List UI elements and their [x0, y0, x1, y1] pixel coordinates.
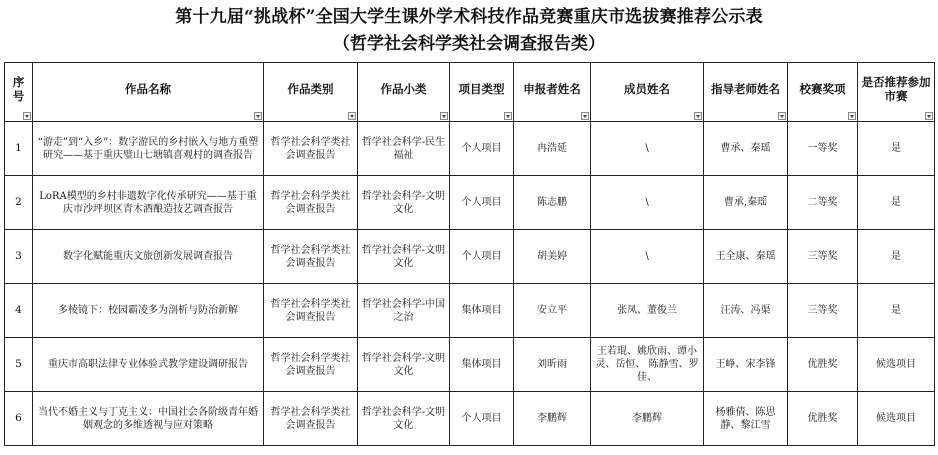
header-cell: [5, 63, 33, 122]
cell-members: \: [591, 122, 704, 176]
cell-recommended: 是: [858, 176, 935, 230]
cell-school-award: 三等奖: [788, 230, 858, 284]
table-row: [5, 392, 935, 446]
cell-work-name: 重庆市高职法律专业体验式教学建设调研报告: [33, 338, 264, 392]
filter-dropdown-icon[interactable]: [254, 112, 262, 120]
cell-index: 4: [5, 284, 33, 338]
cell-school-award: 二等奖: [788, 176, 858, 230]
header-label: 指导老师姓名: [711, 82, 780, 96]
header-row: [5, 63, 935, 122]
header-label: 作品类别: [287, 82, 334, 96]
header-label: 校赛奖项: [799, 82, 846, 96]
cell-advisors: 汪涛、冯渠: [704, 284, 788, 338]
cell-school-award: 优胜奖: [788, 338, 858, 392]
cell-applicant: 胡美婷: [514, 230, 591, 284]
cell-subcategory: 哲学社会科学-民生福祉: [358, 122, 450, 176]
header-cell: [450, 63, 514, 122]
header-cell: [33, 63, 264, 122]
cell-recommended: 是: [858, 284, 935, 338]
header-cell: [788, 63, 858, 122]
table-row: [5, 122, 935, 176]
cell-work-name: LoRA模型的乡村非遗数字化传承研究——基于重庆市沙坪坝区青木酒酿造技艺调查报告: [33, 176, 264, 230]
header-cell: [514, 63, 591, 122]
cell-recommended: 候选项目: [858, 338, 935, 392]
cell-members: \: [591, 230, 704, 284]
table-row: [5, 230, 935, 284]
cell-project-type: 集体项目: [450, 338, 514, 392]
header-cell: [264, 63, 358, 122]
filter-dropdown-icon[interactable]: [581, 112, 589, 120]
cell-subcategory: 哲学社会科学-文明文化: [358, 338, 450, 392]
cell-members: 王若琨、姚欣雨、谭小灵、岳恒、 陈静雪、罗佳、: [591, 338, 704, 392]
table-row: [5, 284, 935, 338]
cell-work-name: 当代不婚主义与丁克主义：中国社会各阶级青年婚姻观念的多维透视与应对策略: [33, 392, 264, 446]
filter-dropdown-icon[interactable]: [925, 112, 933, 120]
header-label: 作品名称: [125, 82, 171, 96]
cell-index: 3: [5, 230, 33, 284]
header-label: 序号: [12, 75, 25, 103]
cell-advisors: 曹承,秦瑶: [704, 176, 788, 230]
cell-project-type: 个人项目: [450, 176, 514, 230]
cell-subcategory: 哲学社会科学-中国之治: [358, 284, 450, 338]
header-cell: [704, 63, 788, 122]
cell-applicant: 刘昕雨: [514, 338, 591, 392]
cell-recommended: 是: [858, 230, 935, 284]
cell-members: 李鹏辉: [591, 392, 704, 446]
recommendation-table: [4, 62, 935, 446]
header-cell: [858, 63, 935, 122]
cell-category: 哲学社会科学类社会调查报告: [264, 176, 358, 230]
cell-index: 2: [5, 176, 33, 230]
filter-dropdown-icon[interactable]: [440, 112, 448, 120]
cell-project-type: 个人项目: [450, 230, 514, 284]
cell-project-type: 个人项目: [450, 392, 514, 446]
cell-work-name: “游走”到“入乡”：数字游民的乡村嵌入与地方重塑研究——基于重庆璧山七塘镇喜观村的调查报告: [33, 122, 264, 176]
cell-work-name: 多棱镜下：校园霸凌多为剖析与防治新解: [33, 284, 264, 338]
cell-category: 哲学社会科学类社会调查报告: [264, 338, 358, 392]
cell-project-type: 个人项目: [450, 122, 514, 176]
cell-applicant: 冉浩延: [514, 122, 591, 176]
filter-dropdown-icon[interactable]: [23, 112, 31, 120]
cell-subcategory: 哲学社会科学-文明文化: [358, 230, 450, 284]
table-row: [5, 338, 935, 392]
cell-applicant: 安立平: [514, 284, 591, 338]
filter-dropdown-icon[interactable]: [778, 112, 786, 120]
filter-dropdown-icon[interactable]: [348, 112, 356, 120]
header-label: 项目类型: [458, 82, 505, 96]
header-label: 是否推荐参加市赛: [861, 75, 931, 103]
filter-dropdown-icon[interactable]: [504, 112, 512, 120]
header-label: 成员姓名: [624, 82, 670, 96]
filter-dropdown-icon[interactable]: [694, 112, 702, 120]
cell-subcategory: 哲学社会科学-文明文化: [358, 176, 450, 230]
cell-category: 哲学社会科学类社会调查报告: [264, 392, 358, 446]
cell-advisors: 王全康、秦瑶: [704, 230, 788, 284]
cell-index: 5: [5, 338, 33, 392]
cell-applicant: 陈志鹏: [514, 176, 591, 230]
cell-applicant: 李鹏辉: [514, 392, 591, 446]
cell-school-award: 优胜奖: [788, 392, 858, 446]
page-subtitle: （哲学社会科学类社会调查报告类）: [333, 34, 605, 54]
cell-members: 张凤、董俊兰: [591, 284, 704, 338]
cell-index: 6: [5, 392, 33, 446]
cell-work-name: 数字化赋能重庆文旅创新发展调查报告: [33, 230, 264, 284]
cell-index: 1: [5, 122, 33, 176]
cell-category: 哲学社会科学类社会调查报告: [264, 230, 358, 284]
cell-advisors: 曹承、秦瑶: [704, 122, 788, 176]
header-label: 作品小类: [380, 82, 427, 96]
cell-category: 哲学社会科学类社会调查报告: [264, 122, 358, 176]
cell-subcategory: 哲学社会科学-文明文化: [358, 392, 450, 446]
cell-category: 哲学社会科学类社会调查报告: [264, 284, 358, 338]
cell-recommended: 是: [858, 122, 935, 176]
cell-advisors: 王峥、宋李锋: [704, 338, 788, 392]
cell-advisors: 杨雅倩、陈思静、黎江雪: [704, 392, 788, 446]
cell-members: \: [591, 176, 704, 230]
filter-dropdown-icon[interactable]: [848, 112, 856, 120]
header-cell: [591, 63, 704, 122]
header-cell: [358, 63, 450, 122]
header-label: 申报者姓名: [523, 82, 581, 96]
cell-recommended: 候选项目: [858, 392, 935, 446]
cell-school-award: 一等奖: [788, 122, 858, 176]
cell-school-award: 三等奖: [788, 284, 858, 338]
cell-project-type: 集体项目: [450, 284, 514, 338]
page-title: 第十九届“挑战杯”全国大学生课外学术科技作品竞赛重庆市选拔赛推荐公示表: [175, 7, 763, 27]
table-row: [5, 176, 935, 230]
